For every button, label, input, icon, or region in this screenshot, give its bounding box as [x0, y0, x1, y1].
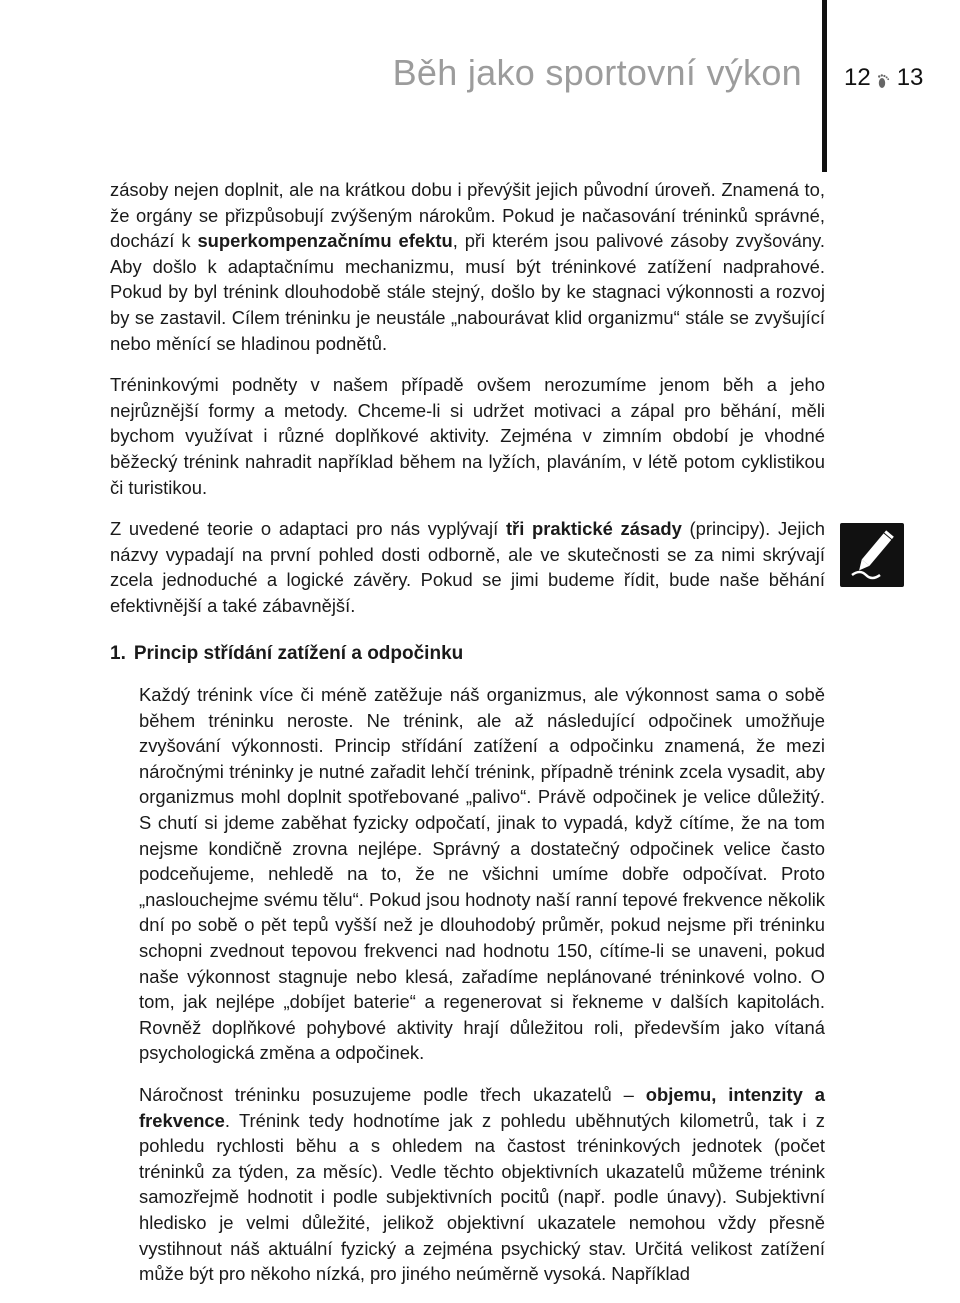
section-number: 1.: [110, 642, 126, 664]
footprint-icon: [875, 69, 893, 87]
page-number-right: 13: [896, 64, 924, 91]
paragraph-intro-3: Z uvedené teorie o adaptaci pro nás vyplývají tři praktické zásady (principy). Jejich názvy vypadají na první pohled dosti odborně, ale ve skutečnosti se za nimi skrývají zcela jednoduché a logické závěry. Pokud se jimi budeme řídit, bude naše běhání efektivnější a také zábavnější.: [110, 518, 825, 616]
pen-note-icon: [840, 523, 904, 587]
emphasis-superkompenzace: superkompenzačnímu efektu: [197, 230, 453, 252]
page-numbers: [844, 64, 923, 92]
page-body: [110, 177, 825, 1303]
page-number-left: 12: [844, 64, 871, 91]
emphasis-tri-zasady: tři praktické zásady: [505, 518, 682, 540]
paragraph-section-2: Náročnost tréninku posuzujeme podle třech ukazatelů – objemu, intenzity a frekvence. Trénink tedy hodnotíme jak z pohledu uběhnutých kilometrů, tak i z pohledu rychlosti běhu a s ohledem na častost tréninkových jednotek (počet tréninků za týden, za měsíc). Vedle těchto objektivních ukazatelů můžeme trénink samozřejmě hodnotit i podle subjektivních pocitů (např. podle únavy). Subjektivní hledisko je velmi důležité, jelikož objektivní ukazatele nemohou vždy přesně vystihnout náš aktuální fyzický a zejména psychický stav. Určitá velikost zatížení může být pro někoho nízká, pro jiného neúměrně vysoká. Například: [139, 1084, 825, 1285]
paragraph-intro-2: Tréninkovými podněty v našem případě ovšem nerozumíme jenom běh a jeho nejrůznější formy a metody. Chceme-li si udržet motivaci a zápal pro běhání, měli bychom využívat i různé doplňkové aktivity. Zejména v zimním období je vhodné běžecký trénink nahradit například během na lyžích, plaváním, v létě potom cyklistikou či turistikou.: [110, 374, 825, 498]
paragraph-intro-1: zásoby nejen doplnit, ale na krátkou dobu i převýšit jejich původní úroveň. Znamená to, že orgány se přizpůsobují zvýšeným nárokům. Pokud je načasování tréninků správné, dochází k superkompenzačnímu efektu, při kterém jsou palivové zásoby zvyšovány. Aby došlo k adaptačnímu mechanizmu, musí být tréninkové zatížení nadprahové. Pokud by byl trénink dlouhodobě stále stejný, došlo by ke stagnaci výkonnosti a rozvoj by se zastavil. Cílem tréninku je neustále „nabourávat klid organizmu“ stále se zvyšující nebo měnící se hladinou podnětů.: [110, 179, 825, 354]
running-header-title: Běh jako sportovní výkon: [392, 52, 802, 93]
header-vertical-rule: [822, 0, 827, 172]
paragraph-section-1: Každý trénink více či méně zatěžuje náš organizmus, ale výkonnost sama o sobě během tréninku neroste. Ne trénink, ale až následující odpočinek umožňuje zvyšování výkonnosti. Princip střídání zatížení a odpočinku znamená, že mezi náročnými tréninky je nutné zařadit lehčí trénink, případně trénink zcela vysadit, aby organizmus mohl doplnit spotřebované „palivo“. Právě odpočinek je velice důležitý. S chutí si jdeme zaběhat fyzicky odpočatí, jinak to vypadá, když cítíme, že na tom nejsme kondičně zrovna nejlépe. Správný a dostatečný odpočinek velice často podceňujeme, nehledě na to, že ne všichni umíme dobře odpočívat. Proto „naslouchejme svému tělu“. Pokud jsou hodnoty naší ranní tepové frekvence několik dní po sobě o pět tepů vyšší než je dlouhodobý průměr, pokud nejsme při tréninku schopni zvednout tepovou frekvenci nad hodnotu 150, cítíme-li se unaveni, pokud naše výkonnost stagnuje nebo klesá, zařadíme neplánované tréninkové volno. O tom, jak nejlépe „dobíjet baterie“ a regenerovat si řekneme v dalších kapitolách. Rovněž doplňkové pohybové aktivity hrají důležitou roli, především jako vítaná psychologická změna a odpočinek.: [139, 684, 825, 1064]
emphasis-ukazatele: objemu, intenzity a frekvence: [139, 1084, 825, 1131]
section-heading: [110, 641, 825, 667]
section-title: Princip střídání zatížení a odpočinku: [133, 642, 464, 664]
section-body: [139, 682, 825, 1287]
